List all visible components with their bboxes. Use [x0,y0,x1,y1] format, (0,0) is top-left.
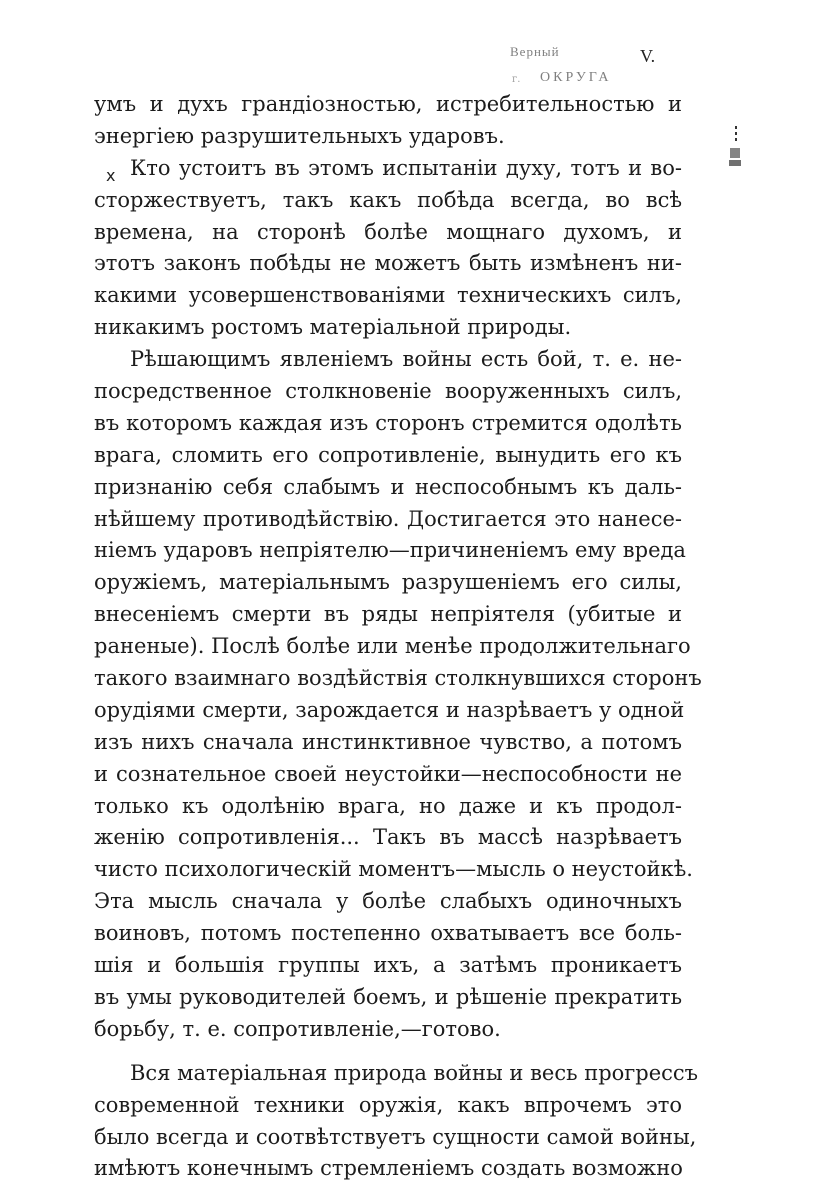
text-line: Рѣшающимъ явленіемъ войны есть бой, т. е. не- [130,347,682,372]
body-text [94,89,702,1185]
text-line: шія и большія группы ихъ, а затѣмъ проникаетъ [94,953,682,978]
text-line: какими усовершенствованіями техническихъ силъ, [94,283,682,308]
library-stamp-small: г. [512,74,521,85]
text-line: никакимъ ростомъ матеріальной природы. [94,315,572,340]
text-line: Вся матеріальная природа войны и весь прогрессъ [130,1060,699,1085]
text-line: женію сопротивленія... Такъ въ массѣ назрѣваетъ [94,825,682,850]
paragraph-4 [94,1058,699,1186]
text-line: только къ одолѣнію врага, но даже и къ продол- [94,793,682,818]
text-line: борьбу, т. е. сопротивленіе,—готово. [94,1016,501,1041]
text-line: ніемъ ударовъ непріятелю—причиненіемъ ему вреда [94,538,686,563]
text-line: признанію себя слабымъ и неспособнымъ къ даль- [94,474,682,499]
text-line: современной техники оружія, какъ впрочемъ это [94,1092,682,1117]
text-line: изъ нихъ сначала инстинктивное чувство, а потомъ [94,729,682,754]
text-line: имѣютъ конечнымъ стремленіемъ создать возможно [94,1156,683,1181]
text-line: Кто устоитъ въ этомъ испытаніи духу, тотъ и во- [130,155,682,180]
page-edge-mark-icon [728,126,742,172]
text-line: сторжествуетъ, такъ какъ побѣда всегда, во всѣ [94,187,682,212]
library-stamp-top: Верный [510,44,560,59]
text-line: оружіемъ, матеріальнымъ разрушеніемъ его силы, [94,570,682,595]
paragraph-3 [94,344,702,1046]
text-line: въ умы руководителей боемъ, и рѣшеніе прекратить [94,984,682,1009]
text-line: нѣйшему противодѣйствію. Достигается это нанесе- [94,506,682,531]
text-line: чисто психологическій моментъ—мысль о неустойкѣ. [94,857,693,882]
library-stamp-mid: ОКРУГА [540,70,612,85]
paragraph-2 [94,153,682,344]
text-line: энергіею разрушительныхъ ударовъ. [94,123,505,148]
text-line: Эта мысль сначала у болѣе слабыхъ одиночныхъ [94,889,682,914]
paragraph-spacer [94,1046,682,1058]
margin-mark: x [106,166,116,185]
text-line: умъ и духъ грандіозностью, истребительностью и [94,92,682,116]
text-line: и сознательное своей неустойки—неспособности не [94,761,682,786]
page-number: V. [640,46,656,66]
paragraph-1 [94,89,682,153]
text-line: воиновъ, потомъ постепенно охватываетъ все боль- [94,921,682,946]
text-line: этотъ законъ побѣды не можетъ быть измѣненъ ни- [94,251,682,276]
text-line: было всегда и соотвѣтствуетъ сущности самой войны, [94,1124,697,1149]
text-line: посредственное столкновеніе вооруженныхъ силъ, [94,379,682,404]
text-line: въ которомъ каждая изъ сторонъ стремится одолѣть [94,410,682,435]
text-line: внесеніемъ смерти въ ряды непріятеля (убитые и [94,602,682,627]
text-line: раненые). Послѣ болѣе или менѣе продолжительнаго [94,634,691,659]
text-line: такого взаимнаго воздѣйствія столкнувшихся сторонъ [94,666,702,691]
text-line: орудіями смерти, зарождается и назрѣваетъ у одной [94,697,685,722]
text-line: врага, сломить его сопротивленіе, вынудить его къ [94,442,682,467]
text-line: времена, на сторонѣ болѣе мощнаго духомъ, и [94,219,682,244]
